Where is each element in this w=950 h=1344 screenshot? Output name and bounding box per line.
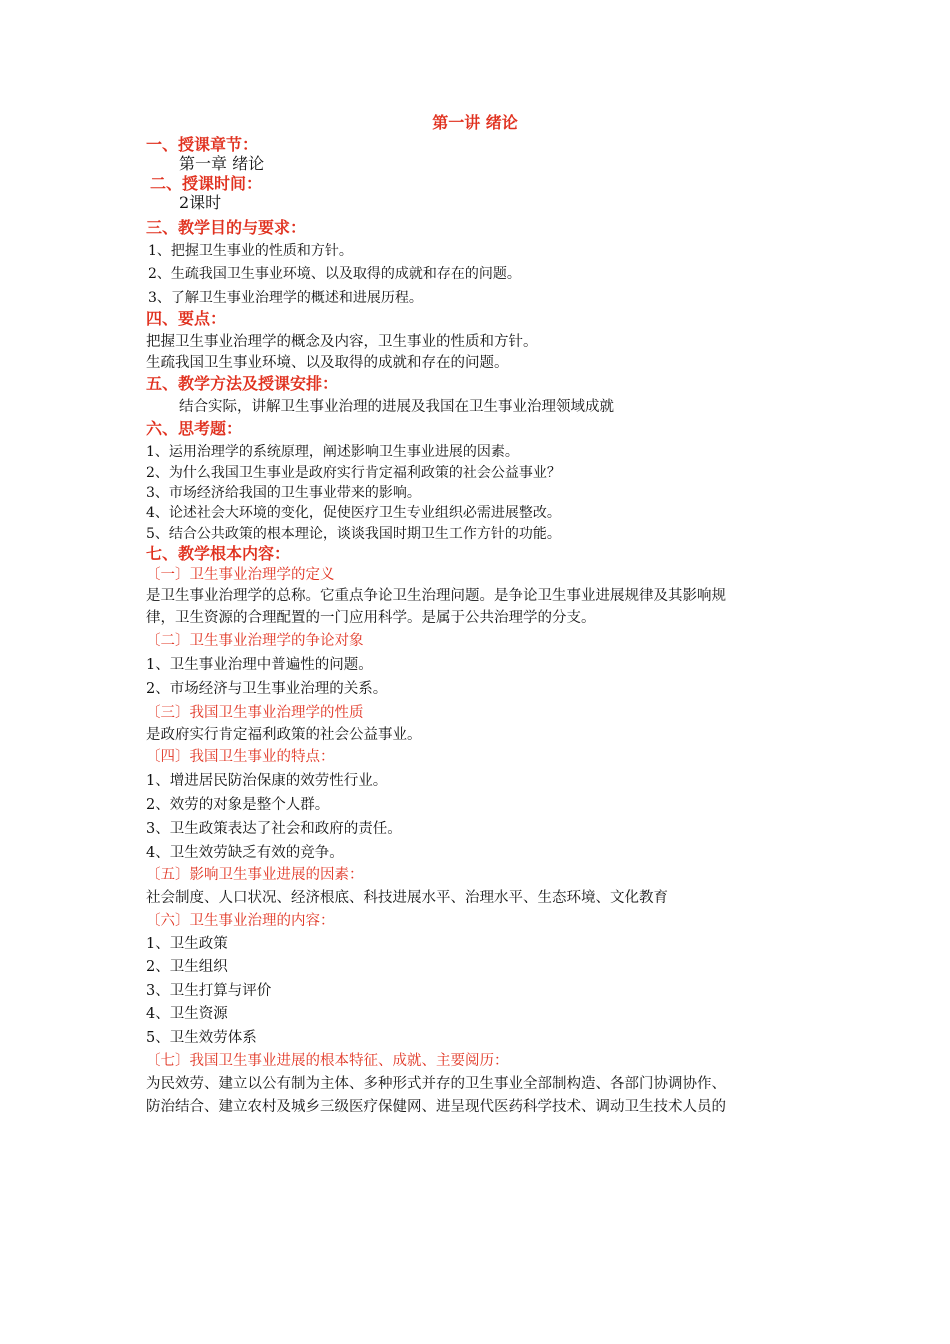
section-6-item: 2、为什么我国卫生事业是政府实行肯定福利政策的社会公益事业？ [146,465,561,481]
section-5-content: 结合实际，讲解卫生事业治理的进展及我国在卫生事业治理领域成就 [179,399,614,415]
subsection-5-line: 社会制度、人口状况、经济根底、科技进展水平、治理水平、生态环境、文化教育 [146,890,668,906]
subsection-2-heading: 〔二〕卫生事业治理学的争论对象 [146,633,364,649]
subsection-2-line: 2、市场经济与卫生事业治理的关系。 [146,681,388,697]
section-4-line: 把握卫生事业治理学的概念及内容，卫生事业的性质和方针。 [146,334,538,350]
section-4-line: 生疏我国卫生事业环境、以及取得的成就和存在的问题。 [146,355,509,371]
section-4-heading: 四、要点： [146,309,227,328]
subsection-4-line: 3、卫生政策表达了社会和政府的责任。 [146,821,402,837]
section-6-heading: 六、思考题： [146,419,243,438]
section-6-item: 3、市场经济给我国的卫生事业带来的影响。 [146,485,421,501]
subsection-1-heading: 〔一〕卫生事业治理学的定义 [146,567,335,583]
section-3-heading: 三、教学目的与要求： [146,218,307,237]
subsection-7-line: 防治结合、建立农村及城乡三级医疗保健网、进呈现代医药科学技术、调动卫生技术人员的 [146,1099,726,1115]
section-6-item: 4、论述社会大环境的变化，促使医疗卫生专业组织必需进展整改。 [146,505,561,521]
subsection-3-line: 是政府实行肯定福利政策的社会公益事业。 [146,727,422,743]
section-2-content: 2课时 [179,193,222,212]
subsection-6-heading: 〔六〕卫生事业治理的内容： [146,913,335,929]
subsection-4-heading: 〔四〕我国卫生事业的特点： [146,749,335,765]
subsection-2-line: 1、卫生事业治理中普遍性的问题。 [146,657,373,673]
section-6-item: 5、结合公共政策的根本理论，谈谈我国时期卫生工作方针的功能。 [146,526,561,542]
page-title: 第一讲 绪论 [432,113,518,132]
section-3-item: 2、生疏我国卫生事业环境、以及取得的成就和存在的问题。 [148,266,521,282]
section-3-item: 1、把握卫生事业的性质和方针。 [148,243,353,259]
subsection-6-line: 4、卫生资源 [146,1006,228,1022]
section-6-item: 1、运用治理学的系统原理，阐述影响卫生事业进展的因素。 [146,444,519,460]
subsection-6-line: 1、卫生政策 [146,936,228,952]
section-2-heading: 二、授课时间： [150,174,263,193]
subsection-7-heading: 〔七〕我国卫生事业进展的根本特征、成就、主要阅历： [146,1053,509,1069]
section-3-item: 3、了解卫生事业治理学的概述和进展历程。 [148,290,423,306]
subsection-6-line: 3、卫生打算与评价 [146,983,272,999]
subsection-3-heading: 〔三〕我国卫生事业治理学的性质 [146,705,364,721]
subsection-1-line: 是卫生事业治理学的总称。它重点争论卫生治理问题。是争论卫生事业进展规律及其影响规 [146,588,726,604]
subsection-5-heading: 〔五〕影响卫生事业进展的因素： [146,867,364,883]
section-1-heading: 一、授课章节： [146,135,259,154]
section-1-content: 第一章 绪论 [179,154,265,173]
subsection-6-line: 2、卫生组织 [146,959,228,975]
section-5-heading: 五、教学方法及授课安排： [146,374,339,393]
subsection-1-line: 律，卫生资源的合理配置的一门应用科学。是属于公共治理学的分支。 [146,610,596,626]
subsection-4-line: 2、效劳的对象是整个人群。 [146,797,330,813]
subsection-7-line: 为民效劳、建立以公有制为主体、多种形式并存的卫生事业全部制构造、各部门协调协作、 [146,1076,726,1092]
section-7-heading: 七、教学根本内容： [146,544,291,563]
subsection-4-line: 4、卫生效劳缺乏有效的竞争。 [146,845,344,861]
subsection-6-line: 5、卫生效劳体系 [146,1030,257,1046]
subsection-4-line: 1、增进居民防治保康的效劳性行业。 [146,773,388,789]
